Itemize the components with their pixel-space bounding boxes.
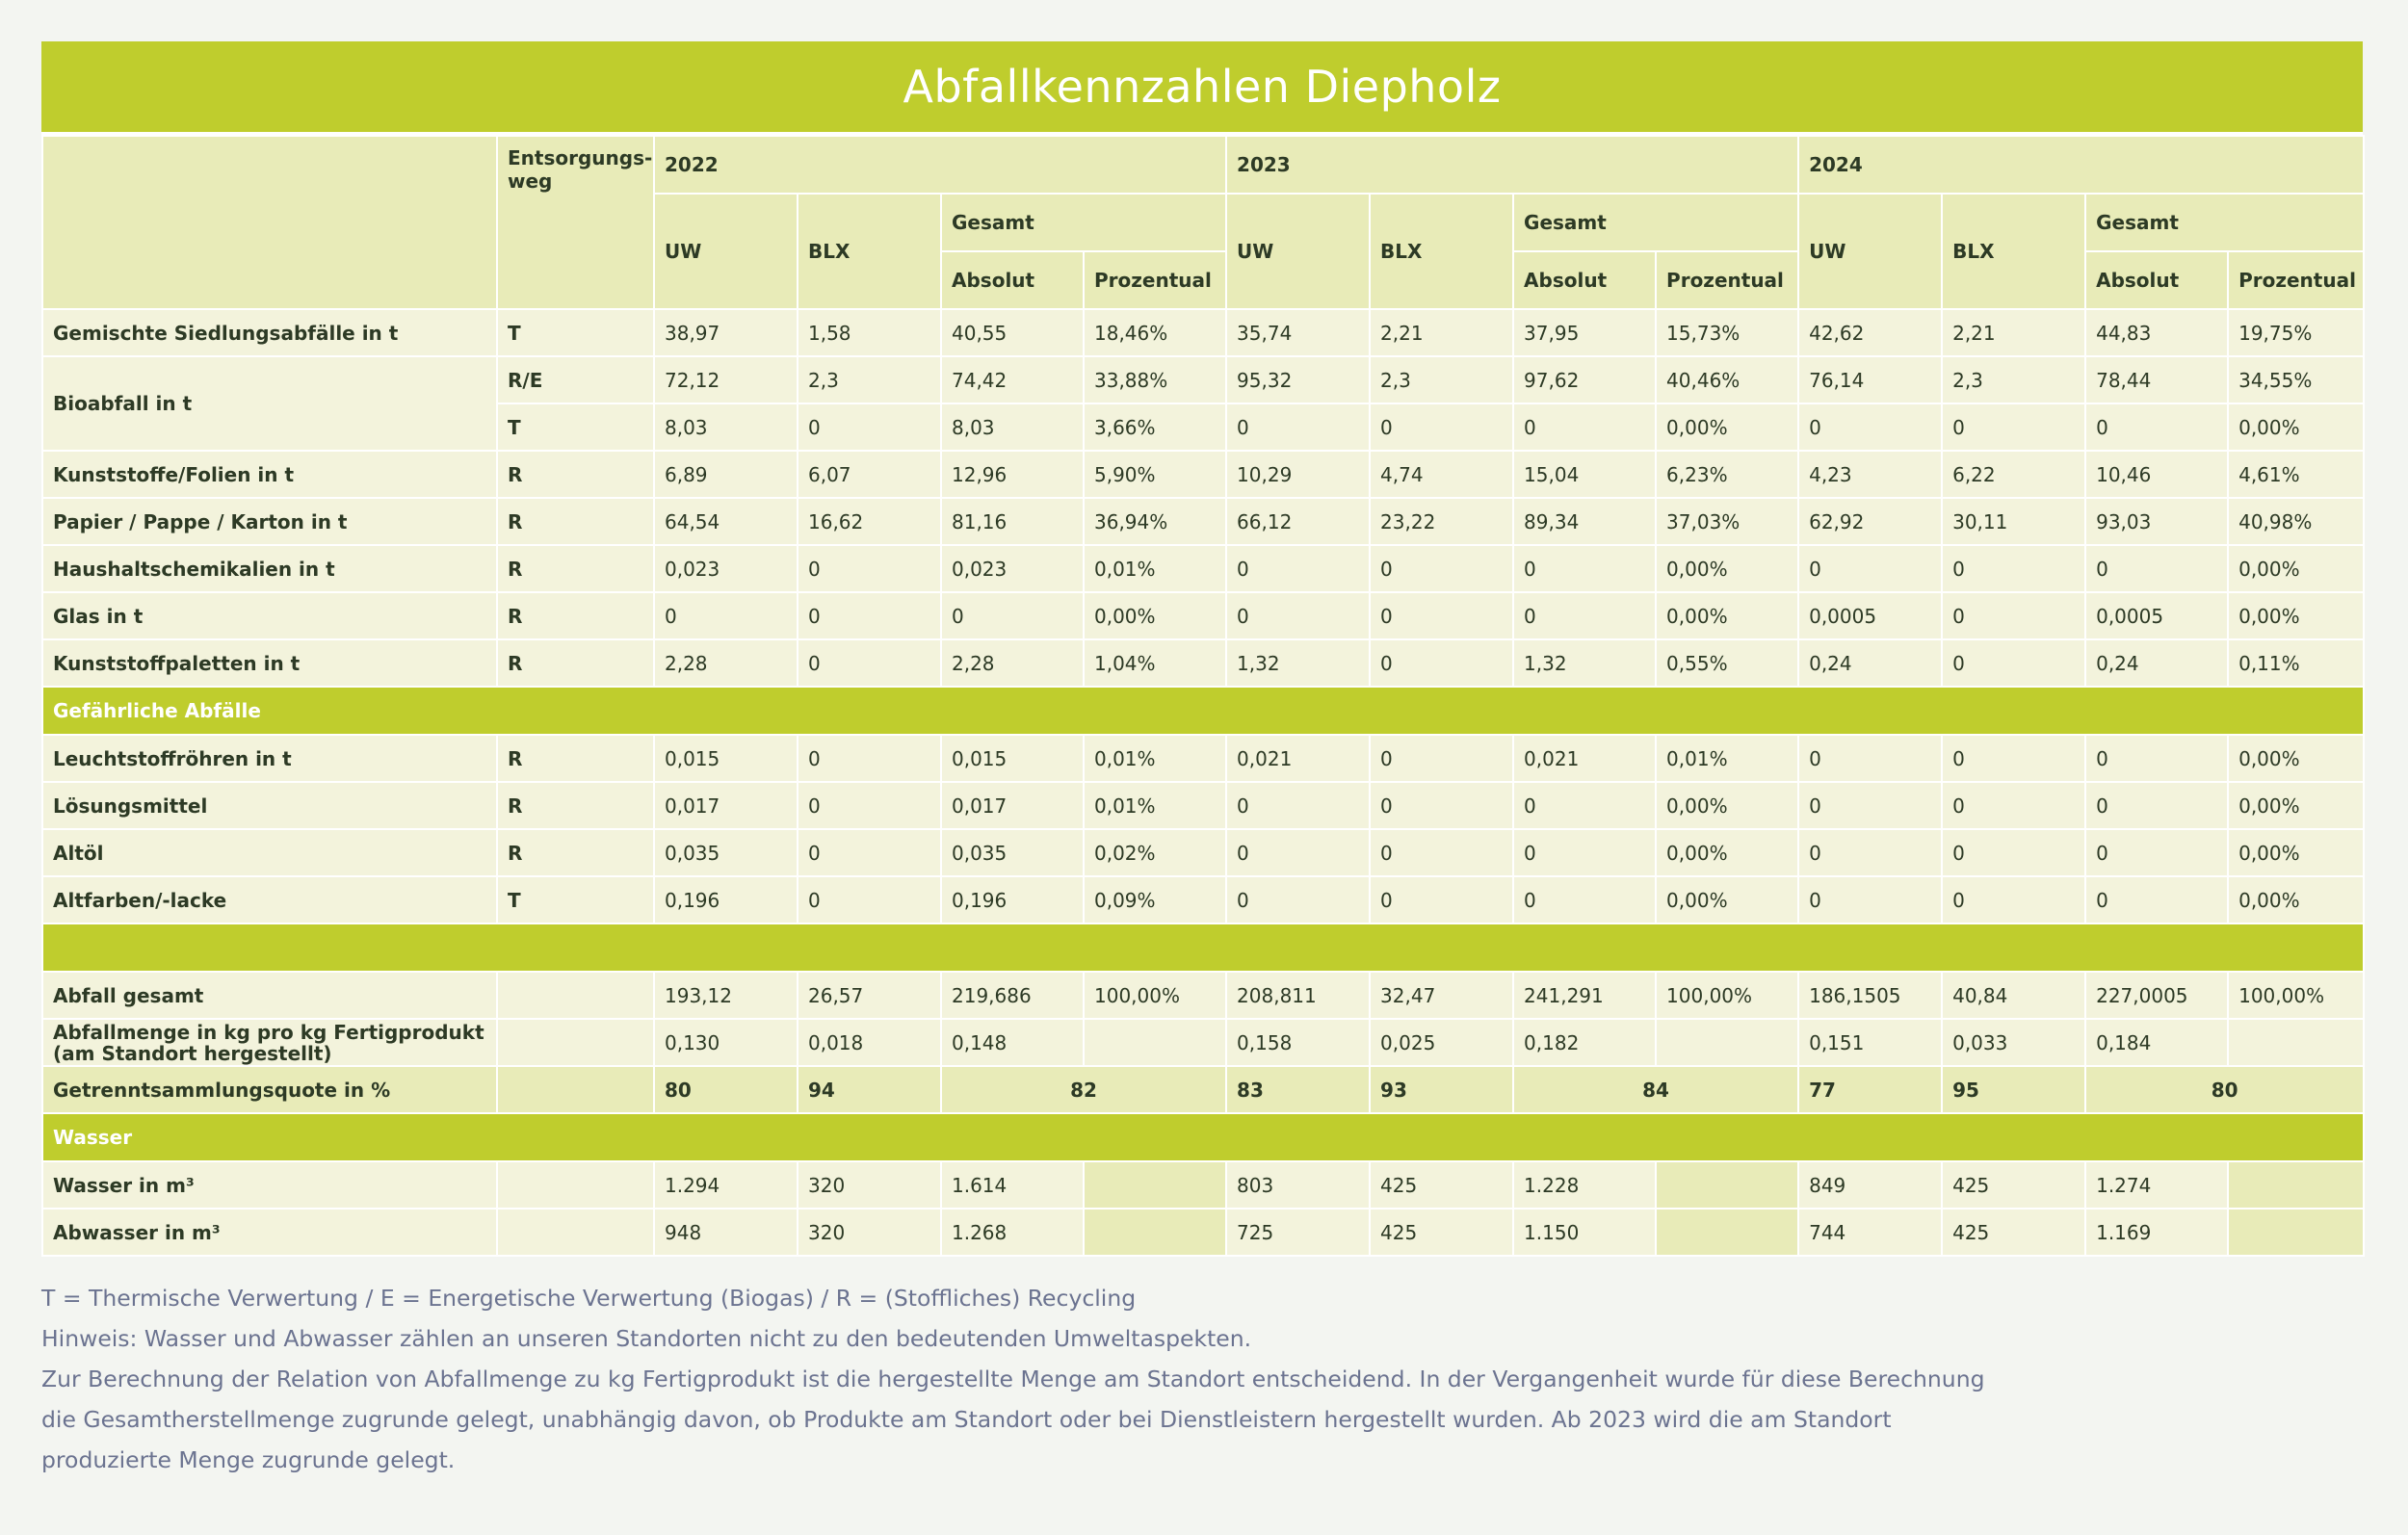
value-cell: 1,32 xyxy=(1226,639,1370,687)
row-label-line1: Abfallmenge in kg pro kg Fertigprodukt xyxy=(53,1020,484,1044)
value-cell: 36,94% xyxy=(1084,498,1226,545)
row-label: Leuchtstoffröhren in t xyxy=(42,735,497,782)
footnote-calc-2: die Gesamtherstellmenge zugrunde gelegt, unabhängig davon, ob Produkte am Standort oder bei Dienstleistern hergestellt wurden. Ab 2023 wird die am Standort xyxy=(41,1406,1892,1433)
header-absolut: Absolut xyxy=(941,251,1084,309)
value-cell: 0,01% xyxy=(1084,545,1226,592)
value-cell: 0 xyxy=(2085,782,2228,829)
value-cell: 93,03 xyxy=(2085,498,2228,545)
value-cell: 2,3 xyxy=(1942,356,2085,403)
value-cell: 0,148 xyxy=(941,1019,1084,1066)
value-cell: 15,73% xyxy=(1656,309,1798,356)
row-label: Altöl xyxy=(42,829,497,876)
section-title: Gefährliche Abfälle xyxy=(42,687,2364,735)
value-cell: 0,017 xyxy=(654,782,798,829)
header-blx: BLX xyxy=(798,194,941,309)
value-cell: 0,00% xyxy=(2228,403,2364,451)
quota-2022-gesamt: 82 xyxy=(941,1066,1226,1113)
value-cell: 0,01% xyxy=(1656,735,1798,782)
value-cell: 16,62 xyxy=(798,498,941,545)
empty-cell xyxy=(1656,1209,1798,1256)
footnote-legend: T = Thermische Verwertung / E = Energetische Verwertung (Biogas) / R = (Stoffliches) Recycling xyxy=(41,1285,1137,1312)
value-cell: 208,811 xyxy=(1226,972,1370,1019)
value-cell: 0,00% xyxy=(2228,592,2364,639)
value-cell: 0,00% xyxy=(1656,782,1798,829)
value-cell: 89,34 xyxy=(1513,498,1656,545)
quota-2024-gesamt: 80 xyxy=(2085,1066,2364,1113)
value-cell: 0 xyxy=(654,592,798,639)
row-label: Kunststoffe/Folien in t xyxy=(42,451,497,498)
quota-2022-uw: 80 xyxy=(654,1066,798,1113)
table-row-quota xyxy=(42,1066,2364,1113)
value-cell: 15,04 xyxy=(1513,451,1656,498)
value-cell: 37,95 xyxy=(1513,309,1656,356)
value-cell: 0 xyxy=(1513,592,1656,639)
header-entsorgungsweg: Entsorgungs-weg xyxy=(497,136,654,309)
table-row xyxy=(42,735,2364,782)
value-cell: 1,04% xyxy=(1084,639,1226,687)
section-header-hazardous xyxy=(42,687,2364,735)
table-row xyxy=(42,829,2364,876)
value-cell: 0,033 xyxy=(1942,1019,2085,1066)
row-code: R xyxy=(497,639,654,687)
value-cell: 2,28 xyxy=(941,639,1084,687)
row-code-empty xyxy=(497,1019,654,1066)
section-title: Wasser xyxy=(42,1113,2364,1161)
value-cell: 97,62 xyxy=(1513,356,1656,403)
header-row-years xyxy=(42,136,2364,194)
value-cell: 0 xyxy=(1942,829,2085,876)
value-cell: 0 xyxy=(1370,735,1513,782)
value-cell: 0 xyxy=(1942,592,2085,639)
value-cell: 76,14 xyxy=(1798,356,1942,403)
value-cell: 5,90% xyxy=(1084,451,1226,498)
value-cell: 35,74 xyxy=(1226,309,1370,356)
value-cell: 1.169 xyxy=(2085,1209,2228,1256)
value-cell: 0,55% xyxy=(1656,639,1798,687)
value-cell: 1.228 xyxy=(1513,1161,1656,1209)
value-cell: 3,66% xyxy=(1084,403,1226,451)
value-cell: 40,84 xyxy=(1942,972,2085,1019)
value-cell: 0,158 xyxy=(1226,1019,1370,1066)
header-blx: BLX xyxy=(1370,194,1513,309)
value-cell: 33,88% xyxy=(1084,356,1226,403)
empty-cell xyxy=(2228,1209,2364,1256)
row-label: Wasser in m³ xyxy=(42,1161,497,1209)
value-cell: 0,035 xyxy=(654,829,798,876)
value-cell: 8,03 xyxy=(654,403,798,451)
value-cell: 0 xyxy=(2085,829,2228,876)
value-cell: 0,151 xyxy=(1798,1019,1942,1066)
value-cell: 0 xyxy=(1226,403,1370,451)
value-cell: 6,89 xyxy=(654,451,798,498)
table-row xyxy=(42,498,2364,545)
value-cell: 64,54 xyxy=(654,498,798,545)
row-label: Lösungsmittel xyxy=(42,782,497,829)
value-cell: 0 xyxy=(1942,782,2085,829)
value-cell: 0,025 xyxy=(1370,1019,1513,1066)
value-cell: 0,01% xyxy=(1084,735,1226,782)
value-cell: 0 xyxy=(1370,639,1513,687)
value-cell: 0 xyxy=(1798,782,1942,829)
value-cell: 0,021 xyxy=(1513,735,1656,782)
section-blank-divider xyxy=(42,924,2364,972)
header-blank xyxy=(42,136,497,309)
value-cell: 18,46% xyxy=(1084,309,1226,356)
header-absolut: Absolut xyxy=(1513,251,1656,309)
value-cell: 425 xyxy=(1942,1209,2085,1256)
value-cell: 0,00% xyxy=(1084,592,1226,639)
row-code: R xyxy=(497,782,654,829)
header-gesamt: Gesamt xyxy=(2085,194,2364,251)
quota-2022-blx: 94 xyxy=(798,1066,941,1113)
table-row xyxy=(42,639,2364,687)
value-cell: 0 xyxy=(1370,876,1513,924)
table-row-per-kg xyxy=(42,1019,2364,1066)
value-cell: 0 xyxy=(1513,403,1656,451)
value-cell: 6,23% xyxy=(1656,451,1798,498)
row-code: T xyxy=(497,309,654,356)
value-cell: 0 xyxy=(1513,782,1656,829)
value-cell: 0 xyxy=(798,639,941,687)
row-label: Getrenntsammlungsquote in % xyxy=(42,1066,497,1113)
quota-2024-blx: 95 xyxy=(1942,1066,2085,1113)
value-cell: 2,21 xyxy=(1370,309,1513,356)
row-code: T xyxy=(497,403,654,451)
empty-cell xyxy=(2228,1161,2364,1209)
value-cell: 0,00% xyxy=(2228,545,2364,592)
header-uw: UW xyxy=(1226,194,1370,309)
section-header-water xyxy=(42,1113,2364,1161)
value-cell: 0,018 xyxy=(798,1019,941,1066)
row-code: R xyxy=(497,592,654,639)
value-cell: 0,11% xyxy=(2228,639,2364,687)
value-cell: 100,00% xyxy=(1656,972,1798,1019)
value-cell: 948 xyxy=(654,1209,798,1256)
value-cell: 0,09% xyxy=(1084,876,1226,924)
row-label: Abfall gesamt xyxy=(42,972,497,1019)
value-cell: 0 xyxy=(1226,829,1370,876)
value-cell: 0,130 xyxy=(654,1019,798,1066)
value-cell: 0,021 xyxy=(1226,735,1370,782)
header-blx: BLX xyxy=(1942,194,2085,309)
value-cell: 0 xyxy=(1942,545,2085,592)
value-cell: 0 xyxy=(798,403,941,451)
value-cell: 2,3 xyxy=(1370,356,1513,403)
row-label: Glas in t xyxy=(42,592,497,639)
value-cell: 0,00% xyxy=(2228,876,2364,924)
value-cell: 32,47 xyxy=(1370,972,1513,1019)
header-prozentual: Prozentual xyxy=(1084,251,1226,309)
value-cell: 0 xyxy=(1513,829,1656,876)
value-cell: 6,07 xyxy=(798,451,941,498)
value-cell: 34,55% xyxy=(2228,356,2364,403)
value-cell: 0 xyxy=(2085,403,2228,451)
row-label: Papier / Pappe / Karton in t xyxy=(42,498,497,545)
row-code: R xyxy=(497,829,654,876)
value-cell: 0,02% xyxy=(1084,829,1226,876)
quota-2024-uw: 77 xyxy=(1798,1066,1942,1113)
table-row xyxy=(42,309,2364,356)
value-cell: 2,21 xyxy=(1942,309,2085,356)
value-cell: 0 xyxy=(1370,545,1513,592)
value-cell: 186,1505 xyxy=(1798,972,1942,1019)
value-cell: 0 xyxy=(1226,876,1370,924)
value-cell: 26,57 xyxy=(798,972,941,1019)
value-cell: 95,32 xyxy=(1226,356,1370,403)
value-cell: 0 xyxy=(1370,782,1513,829)
value-cell: 0,0005 xyxy=(1798,592,1942,639)
row-label xyxy=(42,1019,497,1066)
value-cell: 425 xyxy=(1370,1161,1513,1209)
value-cell: 6,22 xyxy=(1942,451,2085,498)
value-cell: 38,97 xyxy=(654,309,798,356)
value-cell: 1.150 xyxy=(1513,1209,1656,1256)
value-cell: 0,00% xyxy=(1656,545,1798,592)
quota-2023-uw: 83 xyxy=(1226,1066,1370,1113)
value-cell: 0 xyxy=(1798,876,1942,924)
value-cell: 0 xyxy=(1942,876,2085,924)
value-cell: 10,29 xyxy=(1226,451,1370,498)
value-cell xyxy=(1084,1019,1226,1066)
value-cell: 0 xyxy=(2085,735,2228,782)
value-cell: 0,035 xyxy=(941,829,1084,876)
value-cell: 0 xyxy=(798,829,941,876)
value-cell: 0,00% xyxy=(1656,829,1798,876)
value-cell: 0,023 xyxy=(941,545,1084,592)
value-cell: 0,015 xyxy=(654,735,798,782)
row-label: Bioabfall in t xyxy=(42,356,497,451)
value-cell: 0 xyxy=(1513,545,1656,592)
value-cell: 0 xyxy=(1370,592,1513,639)
report-container xyxy=(41,41,2363,1480)
empty-cell xyxy=(1084,1209,1226,1256)
table-row xyxy=(42,545,2364,592)
value-cell: 66,12 xyxy=(1226,498,1370,545)
value-cell: 0,182 xyxy=(1513,1019,1656,1066)
value-cell: 0 xyxy=(1226,782,1370,829)
value-cell: 0 xyxy=(2085,545,2228,592)
value-cell: 0,00% xyxy=(2228,829,2364,876)
value-cell: 19,75% xyxy=(2228,309,2364,356)
value-cell: 78,44 xyxy=(2085,356,2228,403)
value-cell: 1.274 xyxy=(2085,1161,2228,1209)
table-row xyxy=(42,451,2364,498)
row-label: Gemischte Siedlungsabfälle in t xyxy=(42,309,497,356)
value-cell: 803 xyxy=(1226,1161,1370,1209)
value-cell: 8,03 xyxy=(941,403,1084,451)
value-cell: 0,015 xyxy=(941,735,1084,782)
value-cell: 227,0005 xyxy=(2085,972,2228,1019)
table-row-total xyxy=(42,972,2364,1019)
value-cell: 0 xyxy=(1226,545,1370,592)
value-cell: 1.294 xyxy=(654,1161,798,1209)
value-cell: 0,196 xyxy=(654,876,798,924)
value-cell: 4,23 xyxy=(1798,451,1942,498)
section-divider xyxy=(42,924,2364,972)
value-cell: 100,00% xyxy=(1084,972,1226,1019)
value-cell: 0,00% xyxy=(1656,592,1798,639)
value-cell: 2,3 xyxy=(798,356,941,403)
value-cell: 0 xyxy=(1942,735,2085,782)
value-cell: 1.268 xyxy=(941,1209,1084,1256)
value-cell: 40,55 xyxy=(941,309,1084,356)
value-cell: 40,46% xyxy=(1656,356,1798,403)
value-cell: 0,017 xyxy=(941,782,1084,829)
header-uw: UW xyxy=(1798,194,1942,309)
value-cell: 0 xyxy=(798,735,941,782)
footnote-hint: Hinweis: Wasser und Abwasser zählen an unseren Standorten nicht zu den bedeutenden Umweltaspekten. xyxy=(41,1325,1252,1352)
row-code-empty xyxy=(497,1209,654,1256)
value-cell: 0 xyxy=(1798,829,1942,876)
value-cell: 2,28 xyxy=(654,639,798,687)
table-row-water xyxy=(42,1161,2364,1209)
header-absolut: Absolut xyxy=(2085,251,2228,309)
footnotes xyxy=(41,1278,2363,1480)
value-cell: 849 xyxy=(1798,1161,1942,1209)
value-cell: 0 xyxy=(1370,403,1513,451)
page-title: Abfallkennzahlen Diepholz xyxy=(41,41,2363,135)
value-cell: 37,03% xyxy=(1656,498,1798,545)
value-cell: 0,24 xyxy=(2085,639,2228,687)
value-cell: 425 xyxy=(1370,1209,1513,1256)
value-cell: 0,184 xyxy=(2085,1019,2228,1066)
row-label: Haushaltschemikalien in t xyxy=(42,545,497,592)
table-row xyxy=(42,782,2364,829)
value-cell: 0,00% xyxy=(1656,876,1798,924)
value-cell: 0 xyxy=(798,782,941,829)
value-cell: 40,98% xyxy=(2228,498,2364,545)
row-code: T xyxy=(497,876,654,924)
value-cell: 1,32 xyxy=(1513,639,1656,687)
row-code: R xyxy=(497,735,654,782)
empty-cell xyxy=(1656,1161,1798,1209)
value-cell: 744 xyxy=(1798,1209,1942,1256)
value-cell: 0,00% xyxy=(2228,782,2364,829)
value-cell: 0 xyxy=(1798,735,1942,782)
row-code-empty xyxy=(497,1161,654,1209)
value-cell: 0,00% xyxy=(2228,735,2364,782)
value-cell: 12,96 xyxy=(941,451,1084,498)
table-row xyxy=(42,356,2364,403)
row-label: Kunststoffpaletten in t xyxy=(42,639,497,687)
value-cell: 0,0005 xyxy=(2085,592,2228,639)
value-cell: 0 xyxy=(1798,545,1942,592)
quota-2023-blx: 93 xyxy=(1370,1066,1513,1113)
value-cell xyxy=(1656,1019,1798,1066)
value-cell: 62,92 xyxy=(1798,498,1942,545)
value-cell: 320 xyxy=(798,1209,941,1256)
value-cell: 1,58 xyxy=(798,309,941,356)
value-cell: 4,61% xyxy=(2228,451,2364,498)
row-code: R xyxy=(497,545,654,592)
value-cell: 0 xyxy=(1942,403,2085,451)
value-cell: 0 xyxy=(798,876,941,924)
row-label: Abwasser in m³ xyxy=(42,1209,497,1256)
quota-2023-gesamt: 84 xyxy=(1513,1066,1798,1113)
row-code-empty xyxy=(497,1066,654,1113)
value-cell: 193,12 xyxy=(654,972,798,1019)
value-cell: 0,023 xyxy=(654,545,798,592)
value-cell: 0 xyxy=(2085,876,2228,924)
value-cell: 725 xyxy=(1226,1209,1370,1256)
row-code: R xyxy=(497,451,654,498)
header-prozentual: Prozentual xyxy=(1656,251,1798,309)
header-year-2024: 2024 xyxy=(1798,136,2364,194)
header-gesamt: Gesamt xyxy=(1513,194,1798,251)
row-code: R/E xyxy=(497,356,654,403)
header-gesamt: Gesamt xyxy=(941,194,1226,251)
table-row-wastewater xyxy=(42,1209,2364,1256)
empty-cell xyxy=(1084,1161,1226,1209)
value-cell: 320 xyxy=(798,1161,941,1209)
value-cell: 1.614 xyxy=(941,1161,1084,1209)
value-cell: 241,291 xyxy=(1513,972,1656,1019)
row-label-line2: (am Standort hergestellt) xyxy=(53,1041,332,1065)
footnote-calc-1: Zur Berechnung der Relation von Abfallmenge zu kg Fertigprodukt ist die hergestellte Menge am Standort entscheidend. In der Vergangenheit wurde für diese Berechnung xyxy=(41,1366,1985,1392)
value-cell: 42,62 xyxy=(1798,309,1942,356)
value-cell xyxy=(2228,1019,2364,1066)
header-uw: UW xyxy=(654,194,798,309)
row-label: Altfarben/-lacke xyxy=(42,876,497,924)
value-cell: 81,16 xyxy=(941,498,1084,545)
value-cell: 0 xyxy=(941,592,1084,639)
value-cell: 0 xyxy=(1798,403,1942,451)
header-year-2022: 2022 xyxy=(654,136,1226,194)
value-cell: 425 xyxy=(1942,1161,2085,1209)
table-row xyxy=(42,592,2364,639)
value-cell: 0,24 xyxy=(1798,639,1942,687)
value-cell: 0 xyxy=(1942,639,2085,687)
waste-table xyxy=(41,135,2365,1257)
value-cell: 0,01% xyxy=(1084,782,1226,829)
header-prozentual: Prozentual xyxy=(2228,251,2364,309)
footnote-calc-3: produzierte Menge zugrunde gelegt. xyxy=(41,1446,456,1473)
table-row xyxy=(42,876,2364,924)
value-cell: 72,12 xyxy=(654,356,798,403)
value-cell: 10,46 xyxy=(2085,451,2228,498)
value-cell: 23,22 xyxy=(1370,498,1513,545)
value-cell: 44,83 xyxy=(2085,309,2228,356)
value-cell: 74,42 xyxy=(941,356,1084,403)
value-cell: 0,196 xyxy=(941,876,1084,924)
value-cell: 0 xyxy=(798,592,941,639)
row-code-empty xyxy=(497,972,654,1019)
value-cell: 0 xyxy=(1513,876,1656,924)
value-cell: 30,11 xyxy=(1942,498,2085,545)
header-year-2023: 2023 xyxy=(1226,136,1798,194)
value-cell: 0 xyxy=(1370,829,1513,876)
value-cell: 219,686 xyxy=(941,972,1084,1019)
value-cell: 0 xyxy=(1226,592,1370,639)
value-cell: 4,74 xyxy=(1370,451,1513,498)
row-code: R xyxy=(497,498,654,545)
value-cell: 0,00% xyxy=(1656,403,1798,451)
value-cell: 100,00% xyxy=(2228,972,2364,1019)
value-cell: 0 xyxy=(798,545,941,592)
